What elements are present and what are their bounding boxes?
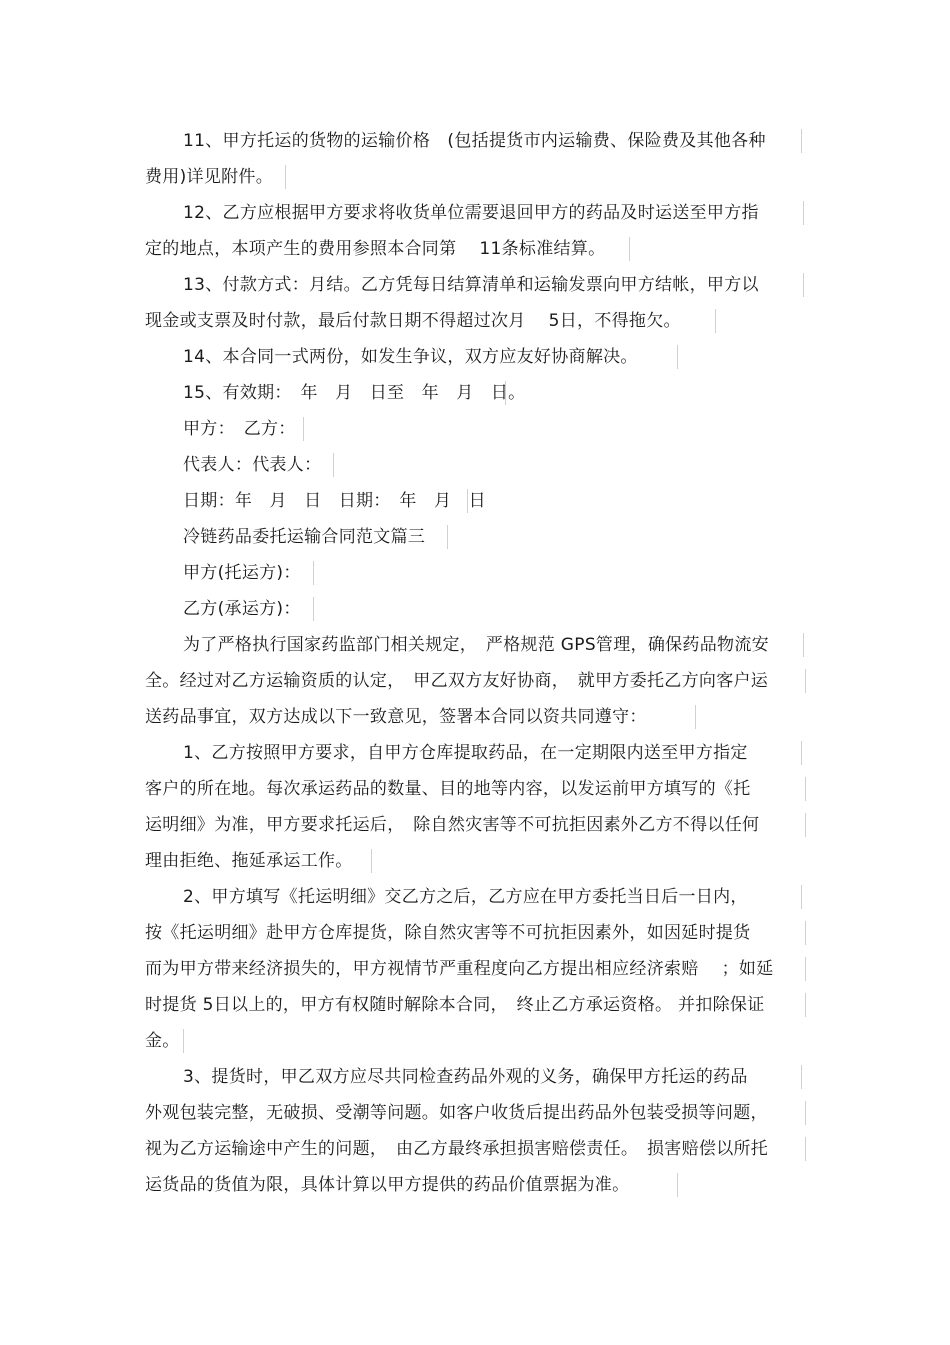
text-line: 时提货 5日以上的，甲方有权随时解除本合同， 终止乙方承运资格。 并扣除保证 [145,993,806,1017]
text-line: 15、有效期： 年 月 日至 年 月 日。 [183,383,526,403]
text-line: 为了严格执行国家药监部门相关规定， 严格规范 GPS管理，确保药品物流安 [183,633,804,657]
text-line: 甲方(托运方)： [183,561,314,585]
text-line: 现金或支票及时付款，最后付款日期不得超过次月 5日，不得拖欠。 [145,309,716,333]
text-line: 2、甲方填写《托运明细》交乙方之后，乙方应在甲方委托当日后一日内， [183,885,802,909]
text-line: 1、乙方按照甲方要求，自甲方仓库提取药品，在一定期限内送至甲方指定 [183,741,802,765]
text-line: 日期：年 月 日 日期： 年 月 日 [183,491,486,511]
text-line: 13、付款方式：月结。乙方凭每日结算清单和运输发票向甲方结帐，甲方以 [183,273,804,297]
text-line: 11、甲方托运的货物的运输价格 (包括提货市内运输费、保险费及其他各种 [183,129,802,153]
text-line: 金。 [145,1029,184,1053]
text-line: 3、提货时，甲乙双方应尽共同检查药品外观的义务，确保甲方托运的药品 [183,1065,802,1089]
text-line: 定的地点，本项产生的费用参照本合同第 11条标准结算。 [145,237,630,261]
text-line: 视为乙方运输途中产生的问题， 由乙方最终承担损害赔偿责任。 损害赔偿以所托 [145,1137,806,1161]
text-line: 按《托运明细》赴甲方仓库提货，除自然灾害等不可抗拒因素外，如因延时提货 [145,921,806,945]
text-line: 全。经过对乙方运输资质的认定， 甲乙双方友好协商， 就甲方委托乙方向客户运 [145,669,806,693]
text-line: 费用)详见附件。 [145,165,286,189]
text-line: 运货品的货值为限，具体计算以甲方提供的药品价值票据为准。 [145,1173,678,1197]
text-line: 运明细》为准，甲方要求托运后， 除自然灾害等不可抗拒因素外乙方不得以任何 [145,813,806,837]
text-line: 甲方： 乙方： [183,417,304,441]
text-line: 而为甲方带来经济损失的，甲方视情节严重程度向乙方提出相应经济索赔 ；如延 [145,957,806,981]
section-title: 冷链药品委托运输合同范文篇三 [183,525,448,549]
text-line: 送药品事宜，双方达成以下一致意见，签署本合同以资共同遵守： [145,705,696,729]
text-line: 理由拒绝、拖延承运工作。 [145,849,372,873]
text-line: 代表人：代表人： [183,453,334,477]
text-line: 外观包装完整，无破损、受潮等问题。如客户收货后提出药品外包装受损等问题， [145,1101,806,1125]
text-line: 12、乙方应根据甲方要求将收货单位需要退回甲方的药品及时运送至甲方指 [183,201,804,225]
text-line: 乙方(承运方)： [183,597,314,621]
text-line: 客户的所在地。每次承运药品的数量、目的地等内容，以发运前甲方填写的《托 [145,777,806,801]
text-line: 14、本合同一式两份，如发生争议，双方应友好协商解决。 [183,345,678,369]
